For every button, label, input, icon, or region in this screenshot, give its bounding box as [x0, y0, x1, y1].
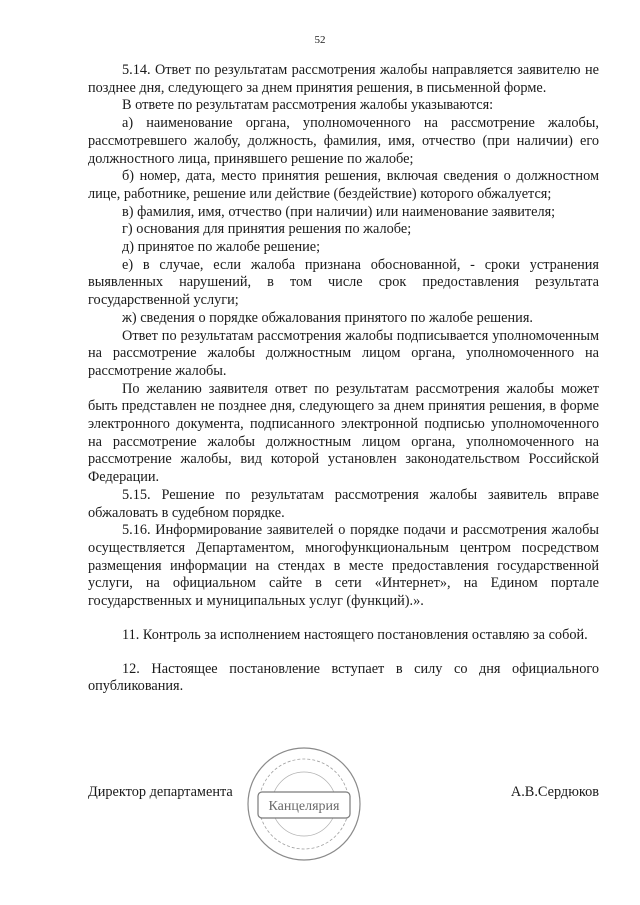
office-stamp-icon — [244, 744, 364, 864]
paragraph-5-14: 5.14. Ответ по результатам рассмотрения жалобы направляется заявителю не позднее дня, следующего за днем принятия решения, в письменной форме. — [88, 62, 599, 96]
document-body — [88, 62, 599, 696]
list-item-d: д) принятое по жалобе решение; — [122, 239, 321, 256]
list-item-b: б) номер, дата, место принятия решения, включая сведения о должностном лице, работнике, решение или действие (бездействие) которого обжалуется; — [88, 168, 599, 202]
paragraph-11: 11. Контроль за исполнением настоящего постановления оставляю за собой. — [122, 626, 588, 643]
signatory-name: А.В.Сердюков — [510, 784, 599, 800]
list-item-v: в) фамилия, имя, отчество (при наличии) или наименование заявителя; — [122, 203, 556, 220]
stamp-label: Канцелярия — [268, 799, 340, 814]
paragraph-5-16: 5.16. Информирование заявителей о порядке подачи и рассмотрения жалобы осуществляется Департаментом, многофункциональным центром посредством размещения информации на стендах в месте предоставления государственной услуги, на официальном сайте в сети «Интернет», на Едином портале государственных и муниципальных услуг (функций).». — [88, 522, 599, 610]
paragraph-5-15: 5.15. Решение по результатам рассмотрения жалобы заявитель вправе обжаловать в судебном порядке. — [88, 486, 599, 521]
signatory-position: Директор департамента — [88, 784, 233, 800]
paragraph-electronic-answer: По желанию заявителя ответ по результатам рассмотрения жалобы может быть представлен не позднее дня, следующего за днем принятия решения, в форме электронного документа, подписанного электронной подписью уполномоченного на рассмотрение жалобы должностным лицом органа, уполномоченного на рассмотрение жалобы, вид которой установлен законодательством Российской Федерации. — [88, 380, 599, 486]
paragraph-answer-contents-intro: В ответе по результатам рассмотрения жалобы указываются: — [122, 97, 494, 114]
paragraph-answer-signing: Ответ по результатам рассмотрения жалобы подписывается уполномоченным на рассмотрение жалобы должностным лицом органа, уполномоченного на рассмотрение жалобы. — [88, 327, 599, 379]
page-number: 52 — [314, 34, 326, 46]
list-item-zh: ж) сведения о порядке обжалования принятого по жалобе решения. — [122, 309, 533, 326]
list-item-g: г) основания для принятия решения по жалобе; — [122, 221, 412, 238]
list-item-a: а) наименование органа, уполномоченного на рассмотрение жалобы, рассмотревшего жалобу, должность, фамилия, имя, отчество (при наличии) его должностного лица, принявшего решение по жалобе; — [88, 115, 599, 167]
paragraph-12: 12. Настоящее постановление вступает в силу со дня официального опубликования. — [88, 660, 599, 695]
list-item-e: е) в случае, если жалоба признана обоснованной, - сроки устранения выявленных нарушений, в том числе срок предоставления результата государственной услуги; — [88, 256, 599, 309]
